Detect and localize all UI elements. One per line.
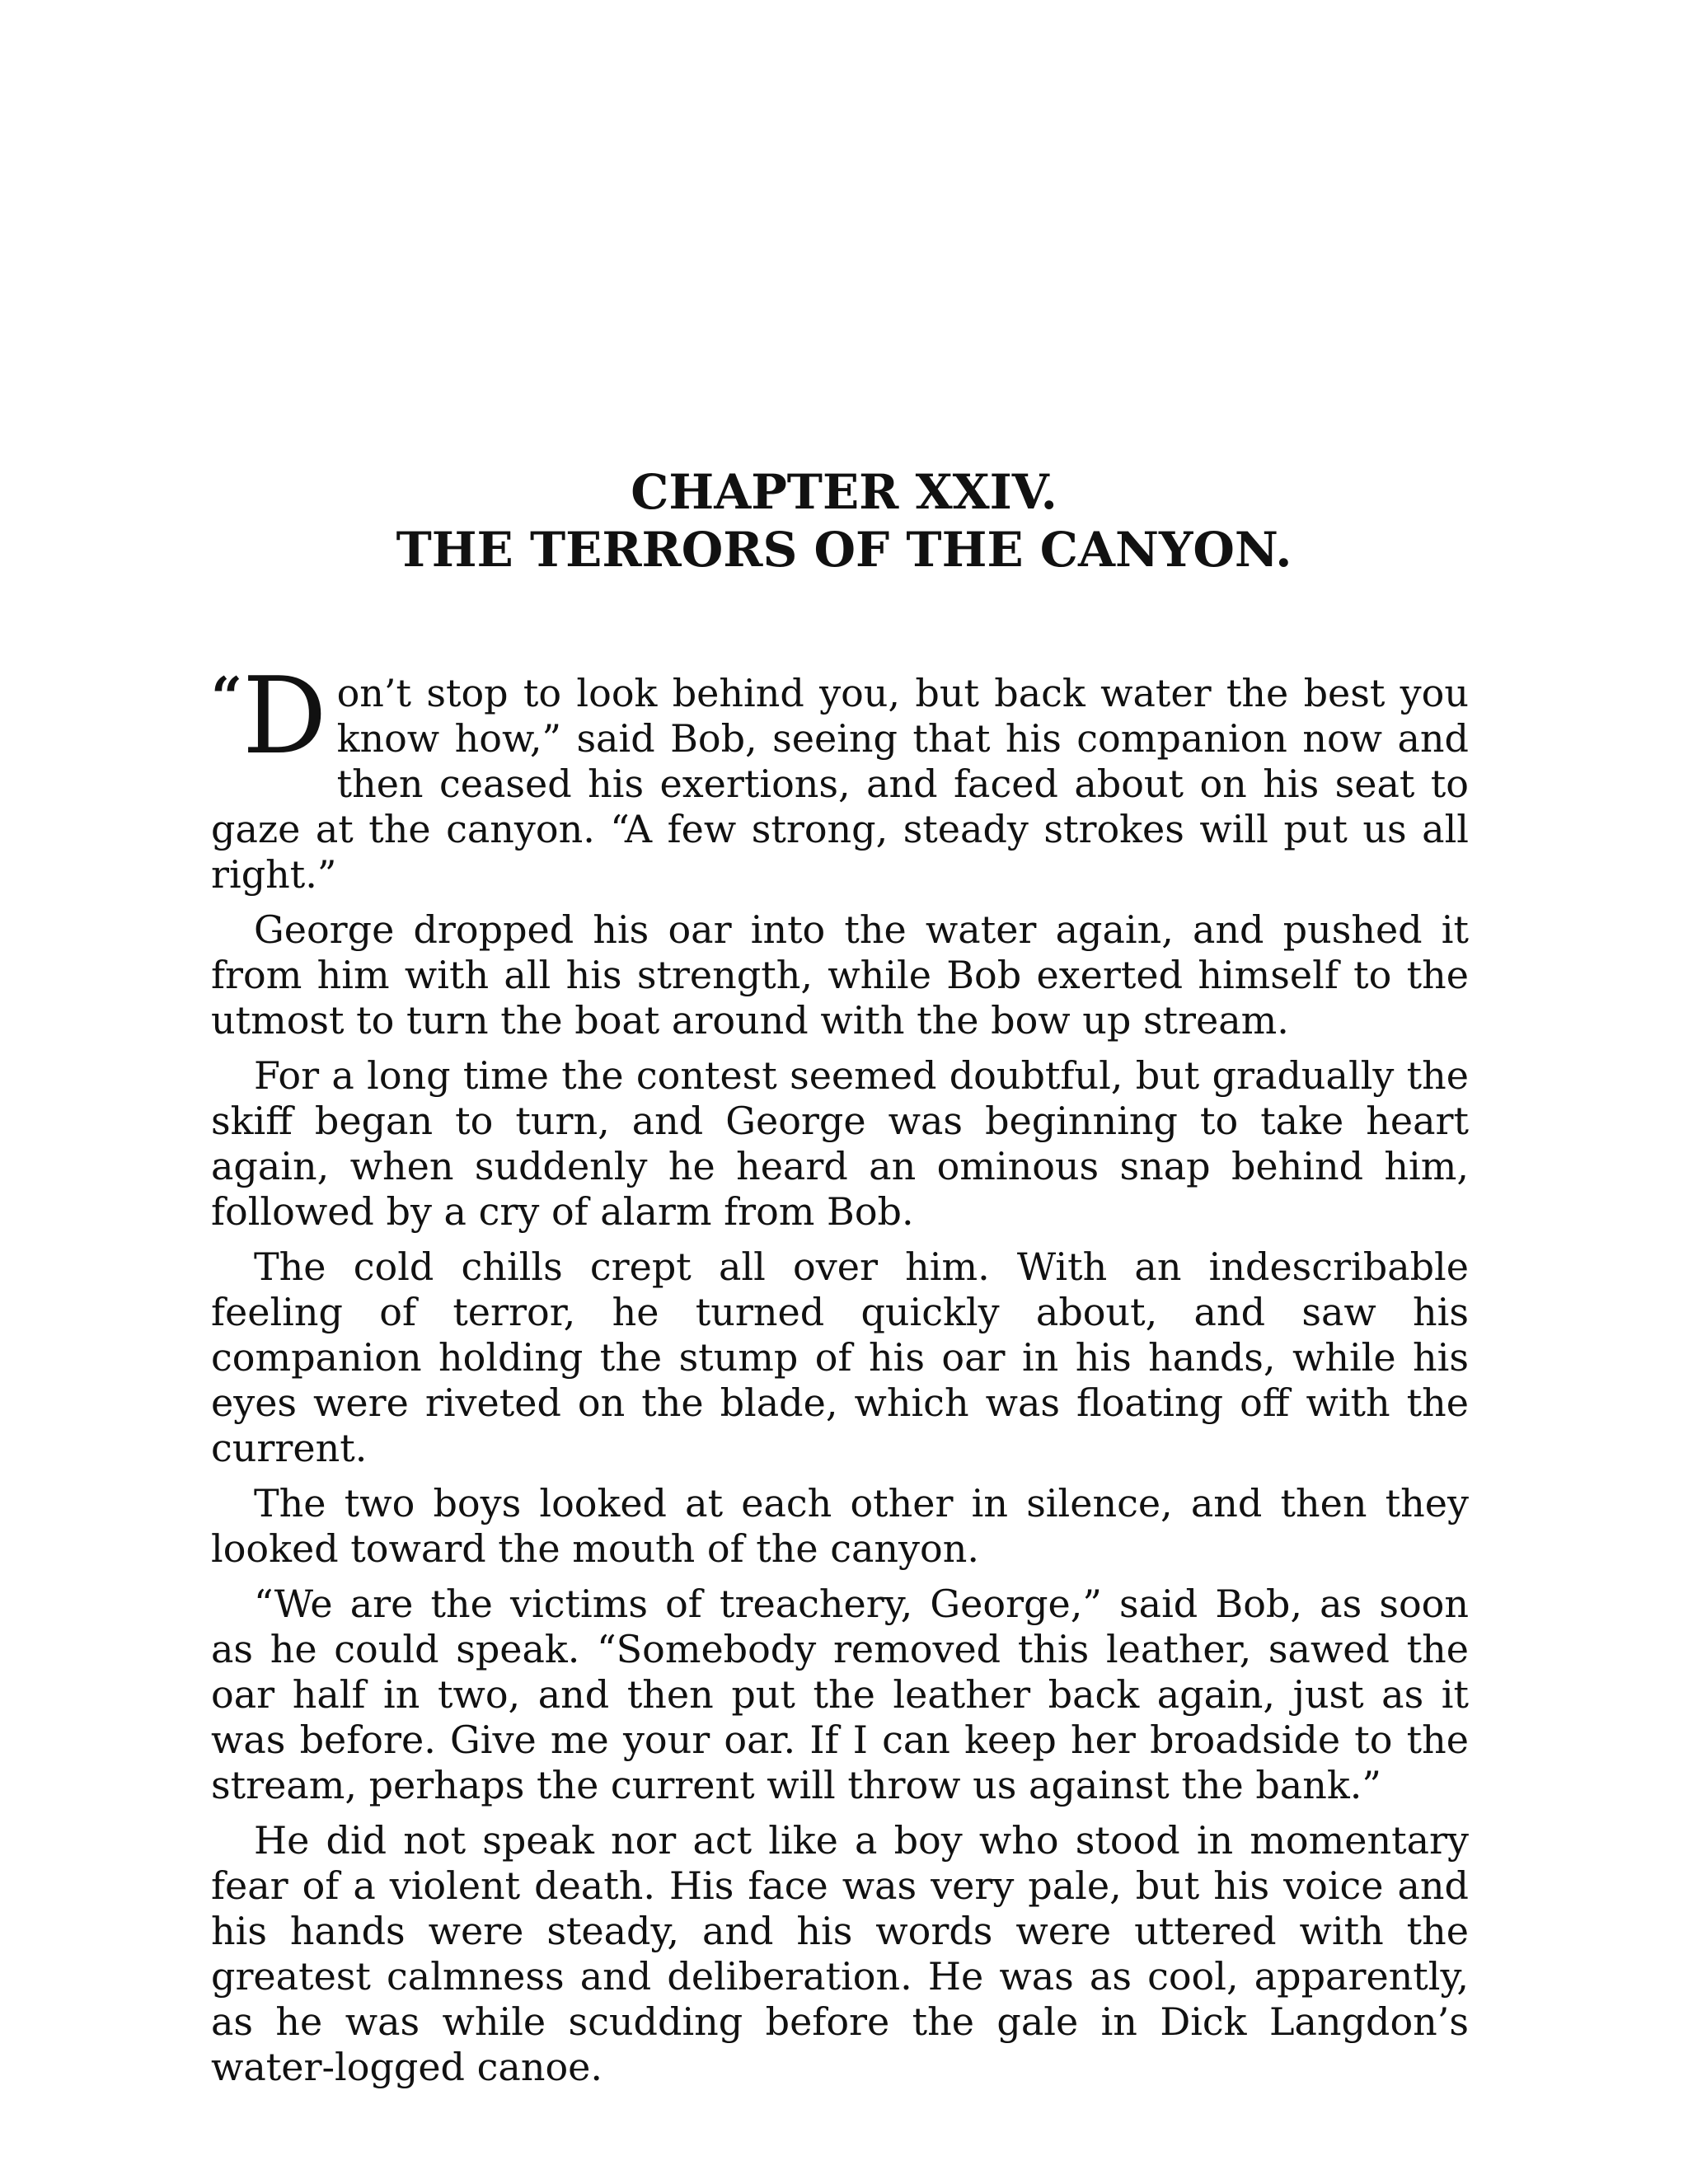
drop-cap-quote-mark: “: [211, 665, 242, 729]
paragraph: For a long time the contest seemed doubtful, but gradually the skiff began to turn, and George was beginning to take heart again, when suddenly he heard an ominous snap behind him, followed by a cry of alarm from Bob.: [211, 1053, 1469, 1234]
paragraph: “We are the victims of treachery, George,” said Bob, as soon as he could speak. “Somebody removed this leather, sawed the oar half in two, and then put the leather back again, just as it was before. Give me your oar. If I can keep her broadside to the stream, perhaps the current will throw us against the bank.”: [211, 1582, 1469, 1807]
drop-cap-letter: D: [241, 655, 327, 778]
chapter-body: [211, 655, 1469, 2100]
paragraph: George dropped his oar into the water again, and pushed it from him with all his strength, while Bob exerted himself to the utmost to turn the boat around with the bow up stream.: [211, 907, 1469, 1043]
paragraph: He did not speak nor act like a boy who stood in momentary fear of a violent death. His face was very pale, but his voice and his hands were steady, and his words were uttered with the greatest calmness and deliberation. He was as cool, apparently, as he was while scudding before the gale in Dick Langdon’s water-logged canoe.: [211, 1818, 1469, 2089]
chapter-number: CHAPTER XXIV.: [631, 464, 1057, 520]
paragraph: The two boys looked at each other in silence, and then they looked toward the mouth of the canyon.: [211, 1481, 1469, 1571]
chapter-title: THE TERRORS OF THE CANYON.: [396, 522, 1292, 578]
drop-cap: [211, 655, 327, 778]
opening-paragraph-text: on’t stop to look behind you, but back water the best you know how,” said Bob, seeing that his companion now and then ceased his exertions, and faced about on his seat to gaze at the canyon. “A few strong, steady strokes will put us all right.”: [211, 671, 1469, 897]
paragraph: The cold chills crept all over him. With an indescribable feeling of terror, he turned quickly about, and saw his companion holding the stump of his oar in his hands, while his eyes were riveted on the blade, which was floating off with the current.: [211, 1244, 1469, 1470]
opening-paragraph: [211, 655, 1469, 898]
chapter-heading: [0, 463, 1688, 579]
